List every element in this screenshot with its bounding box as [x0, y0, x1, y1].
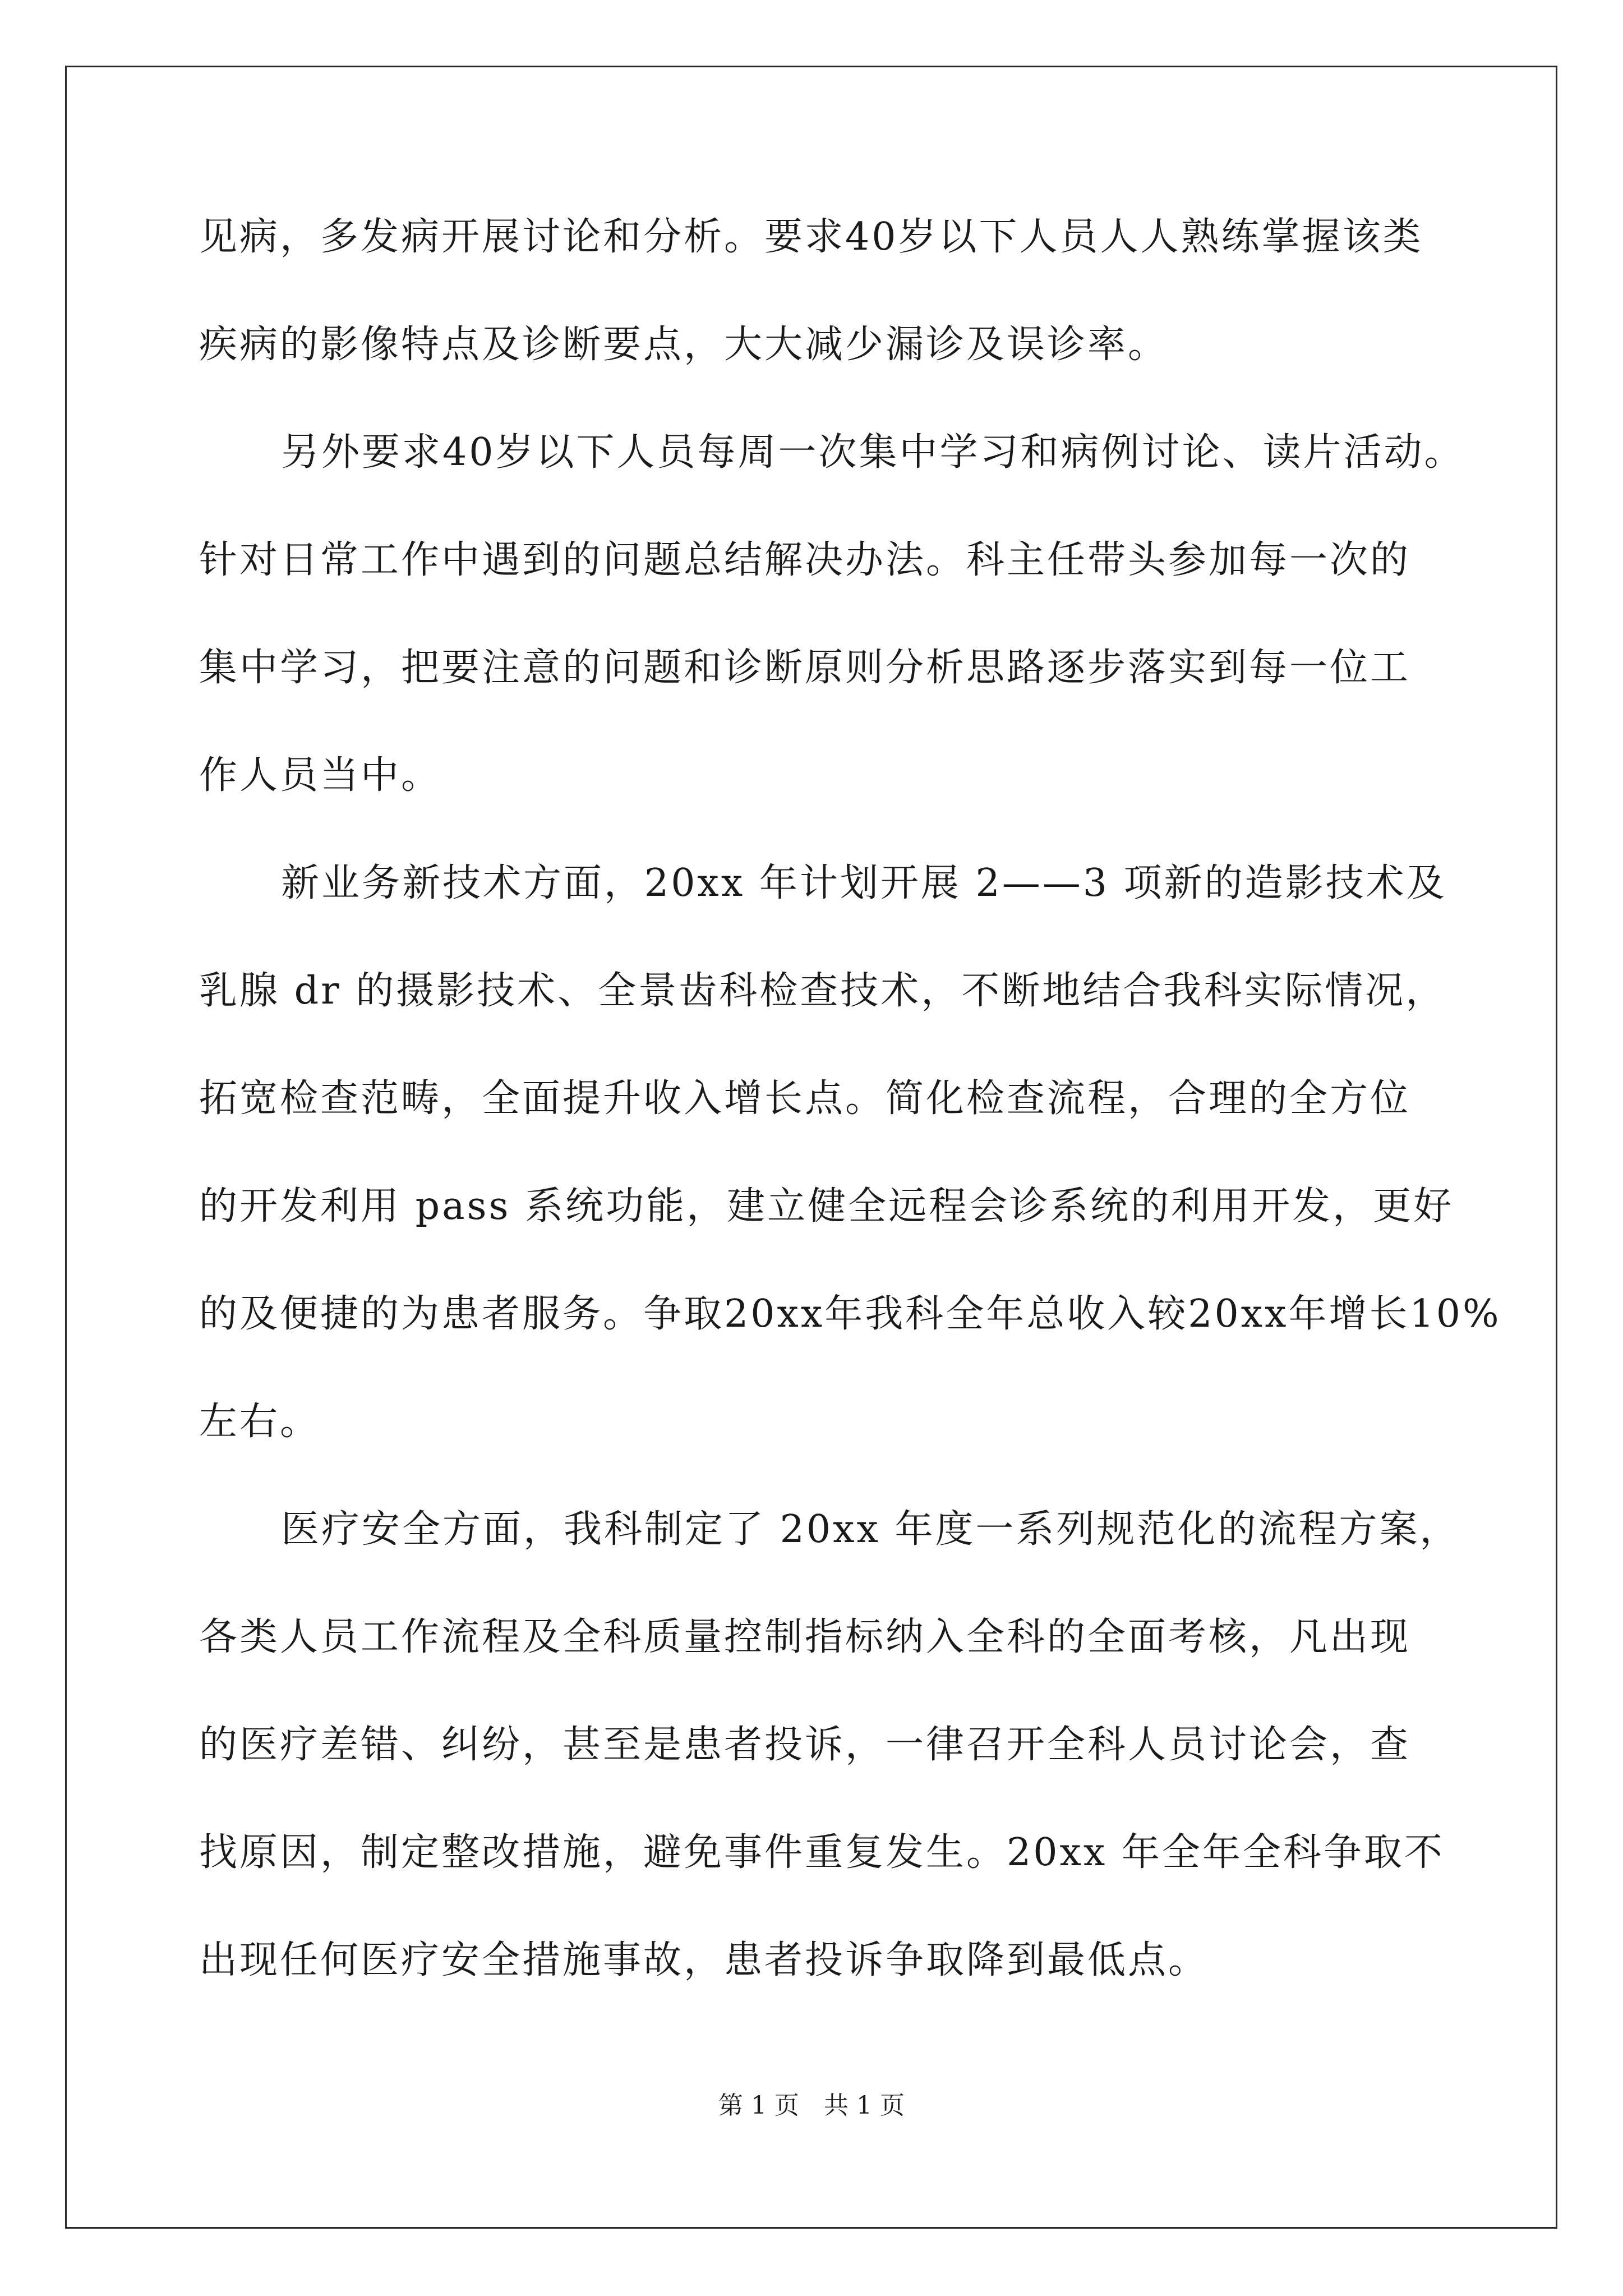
text-line: 各类人员工作流程及全科质量控制指标纳入全科的全面考核，凡出现: [199, 1615, 1411, 1659]
text-line: 集中学习，把要注意的问题和诊断原则分析思路逐步落实到每一位工: [199, 646, 1411, 690]
page-number-footer: 第 1 页 共 1 页: [718, 2091, 905, 2120]
text-line: 出现任何医疗安全措施事故，患者投诉争取降到最低点。: [199, 1938, 1209, 1982]
paragraph-first-line: 新业务新技术方面，20xx 年计划开展 2——3 项新的造影技术及: [281, 861, 1447, 905]
text-line: 拓宽检查范畴，全面提升收入增长点。简化检查流程，合理的全方位: [199, 1076, 1411, 1121]
text-line: 的开发利用 pass 系统功能，建立健全远程会诊系统的利用开发，更好: [199, 1184, 1454, 1228]
text-line: 见病，多发病开展讨论和分析。要求40岁以下人员人人熟练掌握该类: [199, 215, 1423, 259]
text-line: 找原因，制定整改措施，避免事件重复发生。20xx 年全年全科争取不: [199, 1830, 1445, 1875]
text-line: 疾病的影像特点及诊断要点，大大减少漏诊及误诊率。: [199, 323, 1169, 367]
text-line: 的及便捷的为患者服务。争取20xx年我科全年总收入较20xx年增长10%: [199, 1292, 1501, 1336]
document-body: [199, 204, 1501, 2035]
paragraph-first-line: 医疗安全方面，我科制定了 20xx 年度一系列规范化的流程方案，: [281, 1507, 1460, 1552]
text-line: 作人员当中。: [199, 753, 442, 798]
text-line: 针对日常工作中遇到的问题总结解决办法。科主任带头参加每一次的: [199, 538, 1411, 582]
paragraph-first-line: 另外要求40岁以下人员每周一次集中学习和病例讨论、读片活动。: [281, 430, 1465, 475]
text-line: 乳腺 dr 的摄影技术、全景齿科检查技术，不断地结合我科实际情况，: [199, 969, 1446, 1013]
text-line: 的医疗差错、纠纷，甚至是患者投诉，一律召开全科人员讨论会，查: [199, 1723, 1411, 1767]
text-line: 左右。: [199, 1400, 321, 1444]
